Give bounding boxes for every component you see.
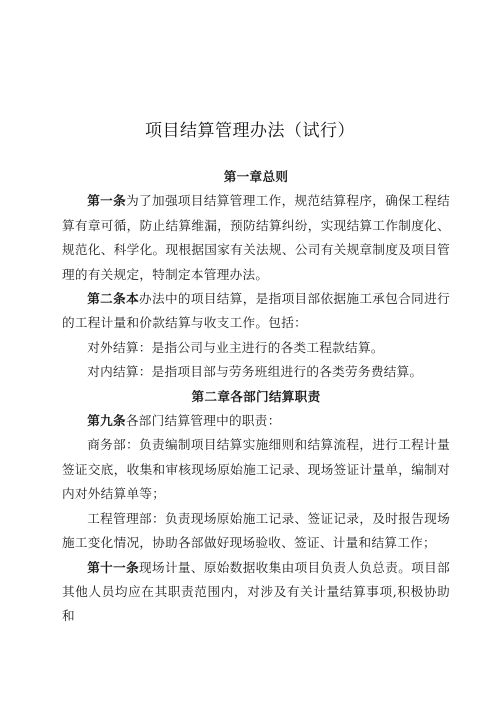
article-11-label: 第十一条 xyxy=(87,559,140,575)
external-settlement: 对外结算：是指公司与业主进行的各类工程款结算。 xyxy=(87,339,384,355)
document-body xyxy=(62,165,450,629)
article-9-label: 第九条 xyxy=(87,413,126,429)
article-1-label: 第一条 xyxy=(87,193,127,209)
article-9 xyxy=(62,409,450,433)
article-2-label: 第二条本 xyxy=(87,291,140,307)
chapter-2-heading: 第二章各部门结算职责 xyxy=(191,388,321,404)
article-1-text: 为了加强项目结算管理工作，规范结算程序，确保工程结算有章可循，防止结算维漏，预防结算纠纷，实现结算工作制度化、规范化、科学化。现根据国家有关法规、公司有关规章制度及项目管理的有关规定，特制定本管理办法。 xyxy=(62,193,451,282)
article-11 xyxy=(62,556,450,629)
internal-settlement: 对内结算：是指项目部与劳务班组进行的各类劳务费结算。 xyxy=(87,364,423,380)
engineering-dept-duty: 工程管理部：负责现场原始施工记录、签证记录，及时报告现场施工变化情况，协助各部做好现场验收、签证、计量和结算工作； xyxy=(62,510,450,551)
document-title: 项目结算管理办法（试行） xyxy=(145,121,355,141)
article-2 xyxy=(62,287,450,336)
commerce-dept-duty: 商务部：负责编制项目结算实施细则和结算流程，进行工程计量签证交底，收集和审核现场原始施工记录、现场签证计量单，编制对内对外结算单等； xyxy=(62,437,450,502)
chapter-1-heading: 第一章总则 xyxy=(223,169,289,184)
article-9-text: 各部门结算管理中的职责： xyxy=(125,413,281,429)
article-1 xyxy=(62,189,450,287)
article-2-text: 办法中的项目结算，是指项目部依据施工承包合同进行的工程计量和价款结算与收支工作。包括： xyxy=(62,291,450,331)
article-11-text: 现场计量、原始数据收集由项目负责人负总责。项目部其他人员均应在其职责范围内，对涉及有关计量结算事项,积极协助和 xyxy=(62,559,450,624)
